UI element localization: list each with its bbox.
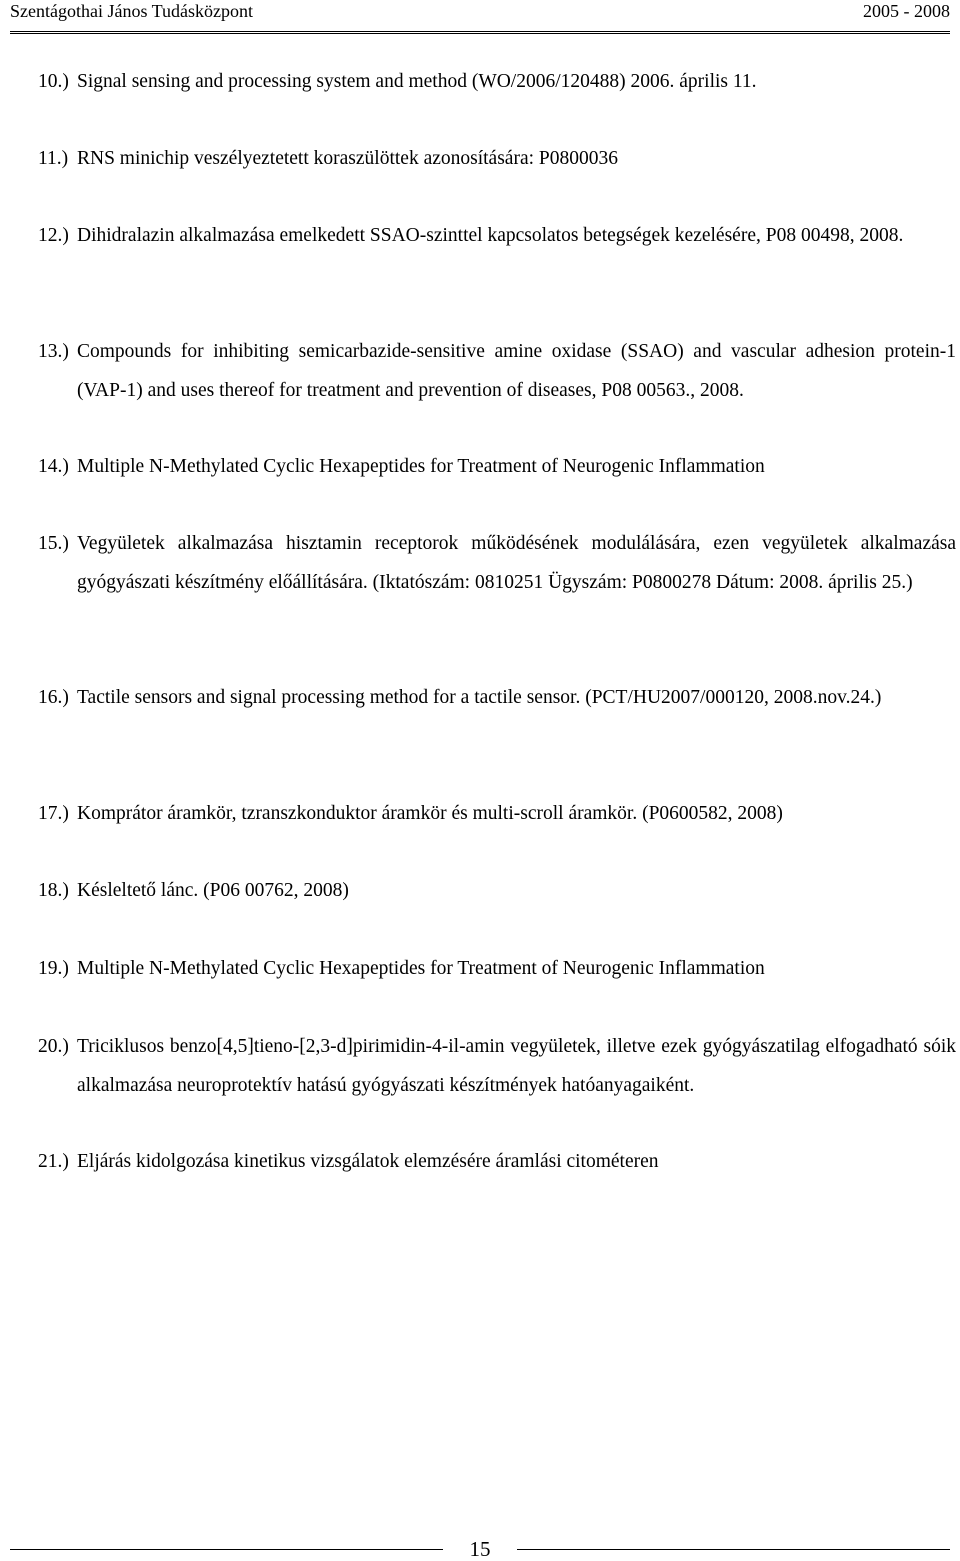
list-item	[38, 140, 956, 179]
list-item-text: Signal sensing and processing system and method (WO/2006/120488) 2006. április 11.	[77, 71, 757, 92]
list-item	[38, 63, 956, 102]
list-item-text: Tactile sensors and signal processing method for a tactile sensor. (PCT/HU2007/000120, 2008.nov.24.)	[77, 687, 882, 708]
list-item	[38, 1028, 956, 1105]
list-item-text: Multiple N-Methylated Cyclic Hexapeptides for Treatment of Neurogenic Inflammation	[77, 456, 765, 477]
list-item	[38, 872, 956, 911]
list-item-number: 10.)	[38, 71, 69, 92]
list-item	[38, 525, 956, 602]
list-item-number: 15.)	[38, 533, 69, 554]
list-item-number: 14.)	[38, 456, 69, 477]
header-institution: Szentágothai János Tudásközpont	[10, 1, 253, 21]
list-item-text: Komprátor áramkör, tzranszkonduktor áramkör és multi-scroll áramkör. (P0600582, 2008)	[77, 803, 783, 824]
header-date-range: 2005 - 2008	[863, 1, 950, 21]
list-item-text: Eljárás kidolgozása kinetikus vizsgálatok elemzésére áramlási citométeren	[77, 1151, 659, 1172]
list-item	[38, 795, 956, 834]
list-item	[38, 333, 956, 410]
page-footer	[10, 1537, 950, 1561]
list-item-number: 16.)	[38, 687, 69, 708]
list-item	[38, 1143, 956, 1182]
list-item-text: Dihidralazin alkalmazása emelkedett SSAO-szinttel kapcsolatos betegségek kezelésére, P08 00498, 2008.	[77, 225, 904, 246]
list-item	[38, 217, 956, 256]
page-header	[10, 0, 950, 34]
list-item	[38, 950, 956, 989]
list-item-text: Compounds for inhibiting semicarbazide-sensitive amine oxidase (SSAO) and vascular adhesion protein-1 (VAP-1) and uses thereof for treatment and prevention of diseases, P08 00563., 2008.	[77, 341, 956, 401]
page-number: 15	[469, 1537, 491, 1561]
list-item-text: Triciklusos benzo[4,5]tieno-[2,3-d]pirimidin-4-il-amin vegyületek, illetve ezek gyógyászatilag elfogadható sóik alkalmazása neuroprotektív hatású gyógyászati készítmények hatóanyagaiként.	[77, 1036, 956, 1096]
list-item-number: 13.)	[38, 341, 69, 362]
list-item-text: Vegyületek alkalmazása hisztamin receptorok működésének modulálására, ezen vegyületek alkalmazása gyógyászati készítmény előállítására. (Iktatószám: 0810251 Ügyszám: P0800278 Dátum: 2008. április 25.)	[77, 533, 956, 593]
list-item-text: Késleltető lánc. (P06 00762, 2008)	[77, 880, 349, 901]
list-item	[38, 679, 956, 718]
list-item	[38, 448, 956, 487]
list-item-number: 19.)	[38, 958, 69, 979]
footer-rule-right	[517, 1549, 950, 1550]
list-item-number: 12.)	[38, 225, 69, 246]
list-item-number: 21.)	[38, 1151, 69, 1172]
list-item-number: 18.)	[38, 880, 69, 901]
list-item-text: Multiple N-Methylated Cyclic Hexapeptides for Treatment of Neurogenic Inflammation	[77, 958, 765, 979]
list-item-number: 17.)	[38, 803, 69, 824]
list-item-number: 20.)	[38, 1036, 69, 1057]
list-item-number: 11.)	[38, 148, 69, 169]
list-item-text: RNS minichip veszélyeztetett koraszülöttek azonosítására: P0800036	[77, 148, 618, 169]
